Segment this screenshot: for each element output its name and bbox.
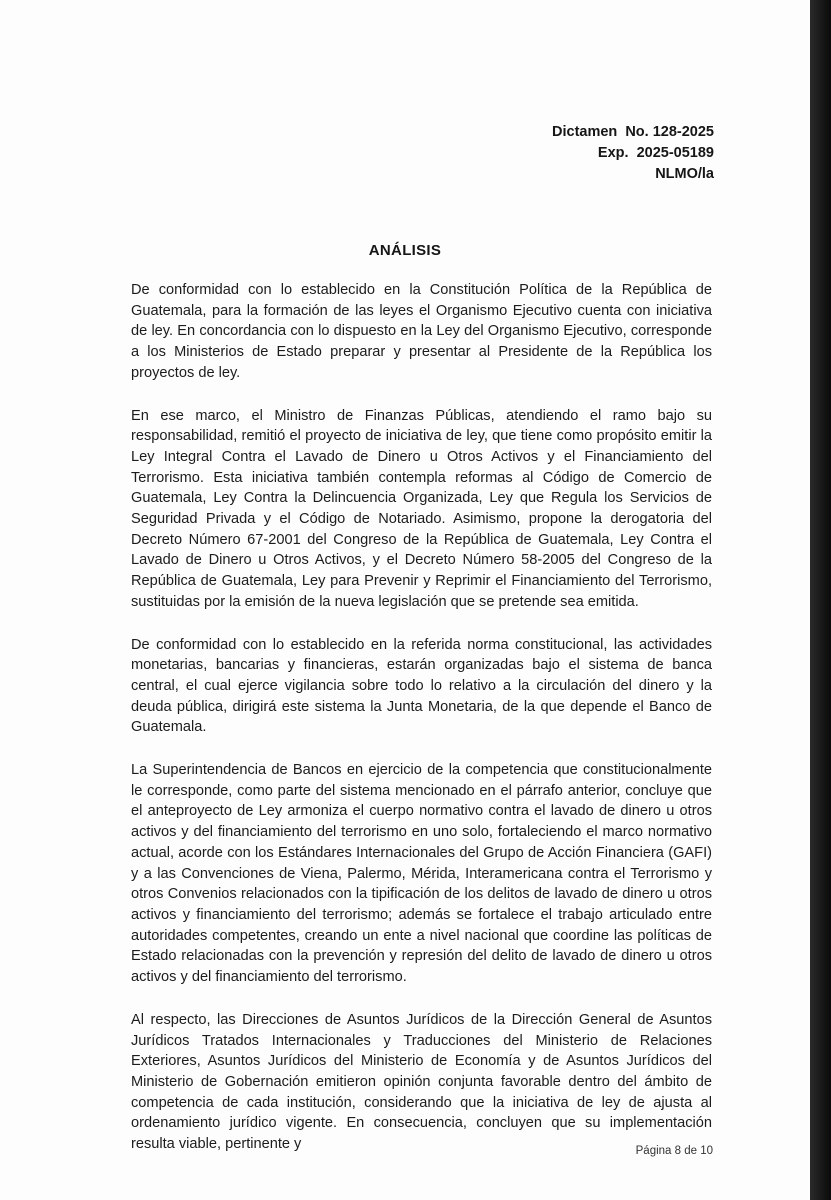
paragraph: Al respecto, las Direcciones de Asuntos Jurídicos de la Dirección General de Asuntos Jurídicos Tratados Internacionales y Traducciones del Ministerio de Relaciones Exteriores, Asuntos Jurídicos del Ministerio de Economía y de Asuntos Jurídicos del Ministerio de Gobernación emitieron opinión conjunta favorable dentro del ámbito de competencia de cada institución, considerando que la iniciativa de ley de ajusta al ordenamiento jurídico vigente. En consecuencia, concluyen que su implementación resulta viable, pertinente y — [131, 1011, 712, 1153]
author-initials: NLMO/la — [655, 166, 714, 182]
expediente-number: Exp. 2025-05189 — [597, 145, 714, 161]
paragraph: La Superintendencia de Bancos en ejercicio de la competencia que constitucionalmente le corresponde, como parte del sistema mencionado en el párrafo anterior, concluye que el anteproyecto de Ley armoniza el cuerpo normativo contra el lavado de dinero u otros activos y del financiamiento del terrorismo en uno solo, fortaleciendo el marco normativo actual, acorde con los Estándares Internacionales del Grupo de Acción Financiera (GAFI) y a las Convenciones de Viena, Palermo, Mérida, Interamericana contra el Terrorismo y otros Convenios relacionados con la tipificación de los delitos de lavado de dinero u otros activos y financiamiento del terrorismo; además se fortalece el trabajo articulado entre autoridades competentes, creando un ente a nivel nacional que coordine las políticas de Estado relacionadas con la prevención y represión del delito de lavado de dinero u otros activos y del financiamiento del terrorismo. — [131, 762, 712, 986]
section-title: ANÁLISIS — [368, 242, 442, 259]
viewer-background-edge — [810, 0, 831, 1200]
paragraph: De conformidad con lo establecido en la referida norma constitucional, las actividades monetarias, bancarias y financieras, estarán organizadas bajo el sistema de banca central, el cual ejerce vigilancia sobre todo lo relativo a la circulación del dinero y la deuda pública, dirigirá este sistema la Junta Monetaria, de la que depende el Banco de Guatemala. — [131, 636, 712, 736]
paragraph: En ese marco, el Ministro de Finanzas Públicas, atendiendo el ramo bajo su responsabilidad, remitió el proyecto de iniciativa de ley, que tiene como propósito emitir la Ley Integral Contra el Lavado de Dinero u Otros Activos y el Financiamiento del Terrorismo. Esta iniciativa también contempla reformas al Código de Comercio de Guatemala, Ley Contra la Delincuencia Organizada, Ley que Regula los Servicios de Seguridad Privada y el Código de Notariado. Asimismo, propone la derogatoria del Decreto Número 67-2001 del Congreso de la República de Guatemala, Ley Contra el Lavado de Dinero u Otros Activos, y el Decreto Número 58-2005 del Congreso de la República de Guatemala, Ley para Prevenir y Reprimir el Financiamiento del Terrorismo, sustituidas por la emisión de la nueva legislación que se pretende sea emitida. — [131, 407, 712, 610]
document-body — [131, 280, 712, 1177]
document-reference — [552, 122, 714, 185]
page-number: Página 8 de 10 — [635, 1145, 713, 1157]
paragraph: De conformidad con lo establecido en la Constitución Política de la República de Guatemala, para la formación de las leyes el Organismo Ejecutivo cuenta con iniciativa de ley. En concordancia con lo dispuesto en la Ley del Organismo Ejecutivo, corresponde a los Ministerios de Estado preparar y presentar al Presidente de la República los proyectos de ley. — [131, 282, 712, 381]
dictamen-number: Dictamen No. 128-2025 — [552, 124, 714, 140]
